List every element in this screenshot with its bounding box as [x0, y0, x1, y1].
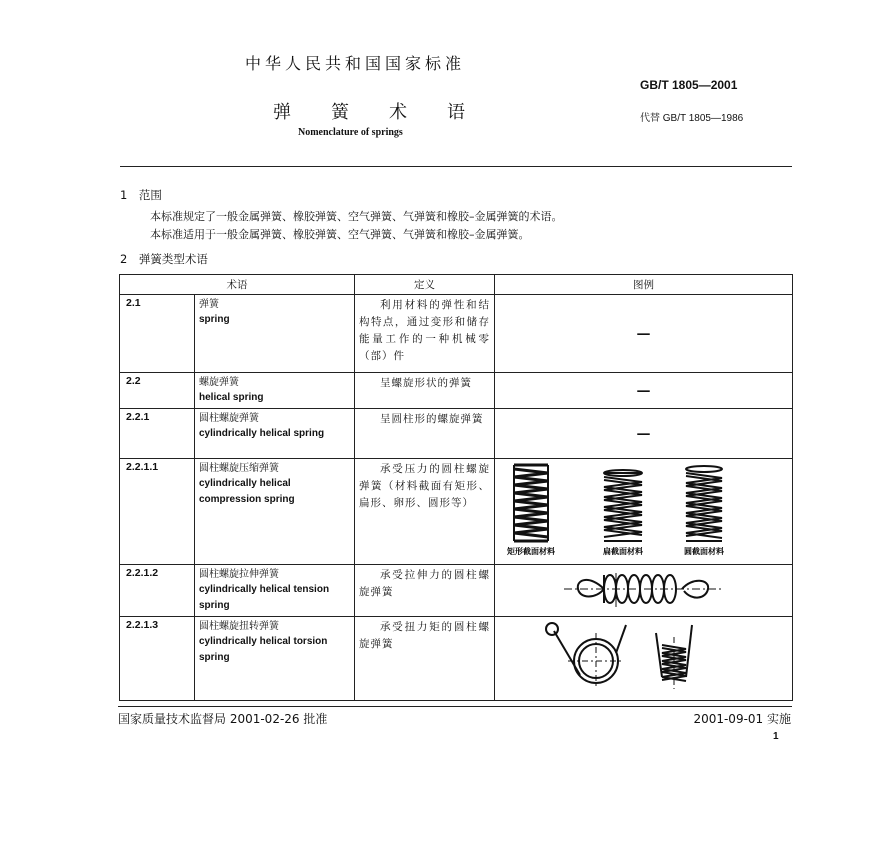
term-english: cylindrically helical torsion spring	[199, 636, 328, 663]
figure-none: —	[636, 325, 651, 342]
term-cell	[195, 617, 355, 701]
term-cell	[195, 459, 355, 565]
term-definition: 呈螺旋形状的弹簧	[355, 373, 495, 409]
figure-cell	[495, 617, 793, 701]
term-definition: 呈圆柱形的螺旋弹簧	[355, 409, 495, 459]
section-1-paragraph-2: 本标准适用于一般金属弹簧、橡胶弹簧、空气弹簧、气弹簧和橡胶–金属弹簧。	[150, 228, 530, 241]
header-divider	[120, 166, 792, 167]
header-definition: 定义	[355, 275, 495, 295]
term-english: cylindrically helical tension spring	[199, 584, 330, 611]
term-english: cylindrically helical compression spring	[199, 478, 295, 505]
compression-springs-figure	[496, 459, 792, 561]
implementation-date: 2001-09-01 实施	[693, 712, 791, 726]
page-number: 1	[773, 731, 779, 742]
replaces-standard: 代替 GB/T 1805—1986	[640, 113, 744, 124]
figure-label: 扁截面材料	[602, 547, 643, 556]
table-row	[120, 373, 793, 409]
table-row	[120, 617, 793, 701]
term-chinese: 弹簧	[199, 299, 219, 310]
term-cell	[195, 373, 355, 409]
term-number: 2.2.1.2	[120, 565, 195, 617]
torsion-springs-figure	[496, 617, 792, 697]
figure-cell	[495, 373, 793, 409]
term-chinese: 圆柱螺旋扭转弹簧	[199, 621, 279, 632]
standard-organization: 中华人民共和国国家标准	[245, 54, 466, 73]
round-section-spring-icon	[686, 466, 722, 541]
figure-cell	[495, 295, 793, 373]
table-row	[120, 295, 793, 373]
rectangular-section-spring-icon	[514, 465, 548, 541]
figure-label: 圆截面材料	[683, 547, 724, 556]
figure-label: 矩形截面材料	[506, 547, 555, 556]
term-english: helical spring	[199, 392, 264, 403]
figure-none: —	[636, 382, 651, 399]
torsion-spring-front-icon	[546, 623, 626, 689]
table-row	[120, 409, 793, 459]
term-chinese: 圆柱螺旋拉伸弹簧	[199, 569, 279, 580]
table-header-row	[120, 275, 793, 295]
term-chinese: 圆柱螺旋弹簧	[199, 413, 259, 424]
figure-cell	[495, 409, 793, 459]
table-row	[120, 565, 793, 617]
document-title: 弹簧术语	[273, 102, 505, 123]
section-1-heading: 1 范围	[120, 188, 162, 202]
terms-table	[119, 274, 793, 701]
term-number: 2.1	[120, 295, 195, 373]
term-definition: 承受扭力矩的圆柱螺旋弹簧	[355, 617, 495, 701]
term-cell	[195, 409, 355, 459]
term-definition: 承受拉伸力的圆柱螺旋弹簧	[355, 565, 495, 617]
term-english: cylindrically helical spring	[199, 428, 325, 439]
table-row	[120, 459, 793, 565]
torsion-spring-side-icon	[656, 625, 692, 689]
term-definition: 承受压力的圆柱螺旋弹簧（材料截面有矩形、扁形、卵形、圆形等）	[355, 459, 495, 565]
section-1-paragraph-1: 本标准规定了一般金属弹簧、橡胶弹簧、空气弹簧、气弹簧和橡胶–金属弹簧的术语。	[150, 210, 563, 223]
header-figure: 图例	[495, 275, 793, 295]
header-term: 术语	[120, 275, 355, 295]
term-number: 2.2.1.3	[120, 617, 195, 701]
term-chinese: 螺旋弹簧	[199, 377, 239, 388]
term-number: 2.2	[120, 373, 195, 409]
figure-cell	[495, 565, 793, 617]
term-chinese: 圆柱螺旋压缩弹簧	[199, 463, 279, 474]
standard-number: GB/T 1805—2001	[640, 78, 738, 92]
term-number: 2.2.1.1	[120, 459, 195, 565]
tension-spring-icon	[496, 565, 792, 613]
term-cell	[195, 295, 355, 373]
flat-section-spring-icon	[604, 470, 642, 541]
term-definition: 利用材料的弹性和结构特点，通过变形和储存能量工作的一种机械零（部）件	[355, 295, 495, 373]
term-cell	[195, 565, 355, 617]
document-subtitle: Nomenclature of springs	[298, 127, 403, 138]
term-number: 2.2.1	[120, 409, 195, 459]
term-english: spring	[199, 314, 230, 325]
footer-divider	[118, 706, 792, 707]
figure-cell	[495, 459, 793, 565]
section-2-heading: 2 弹簧类型术语	[120, 252, 208, 266]
figure-none: —	[636, 425, 651, 442]
approval-info: 国家质量技术监督局 2001-02-26 批准	[118, 712, 328, 726]
